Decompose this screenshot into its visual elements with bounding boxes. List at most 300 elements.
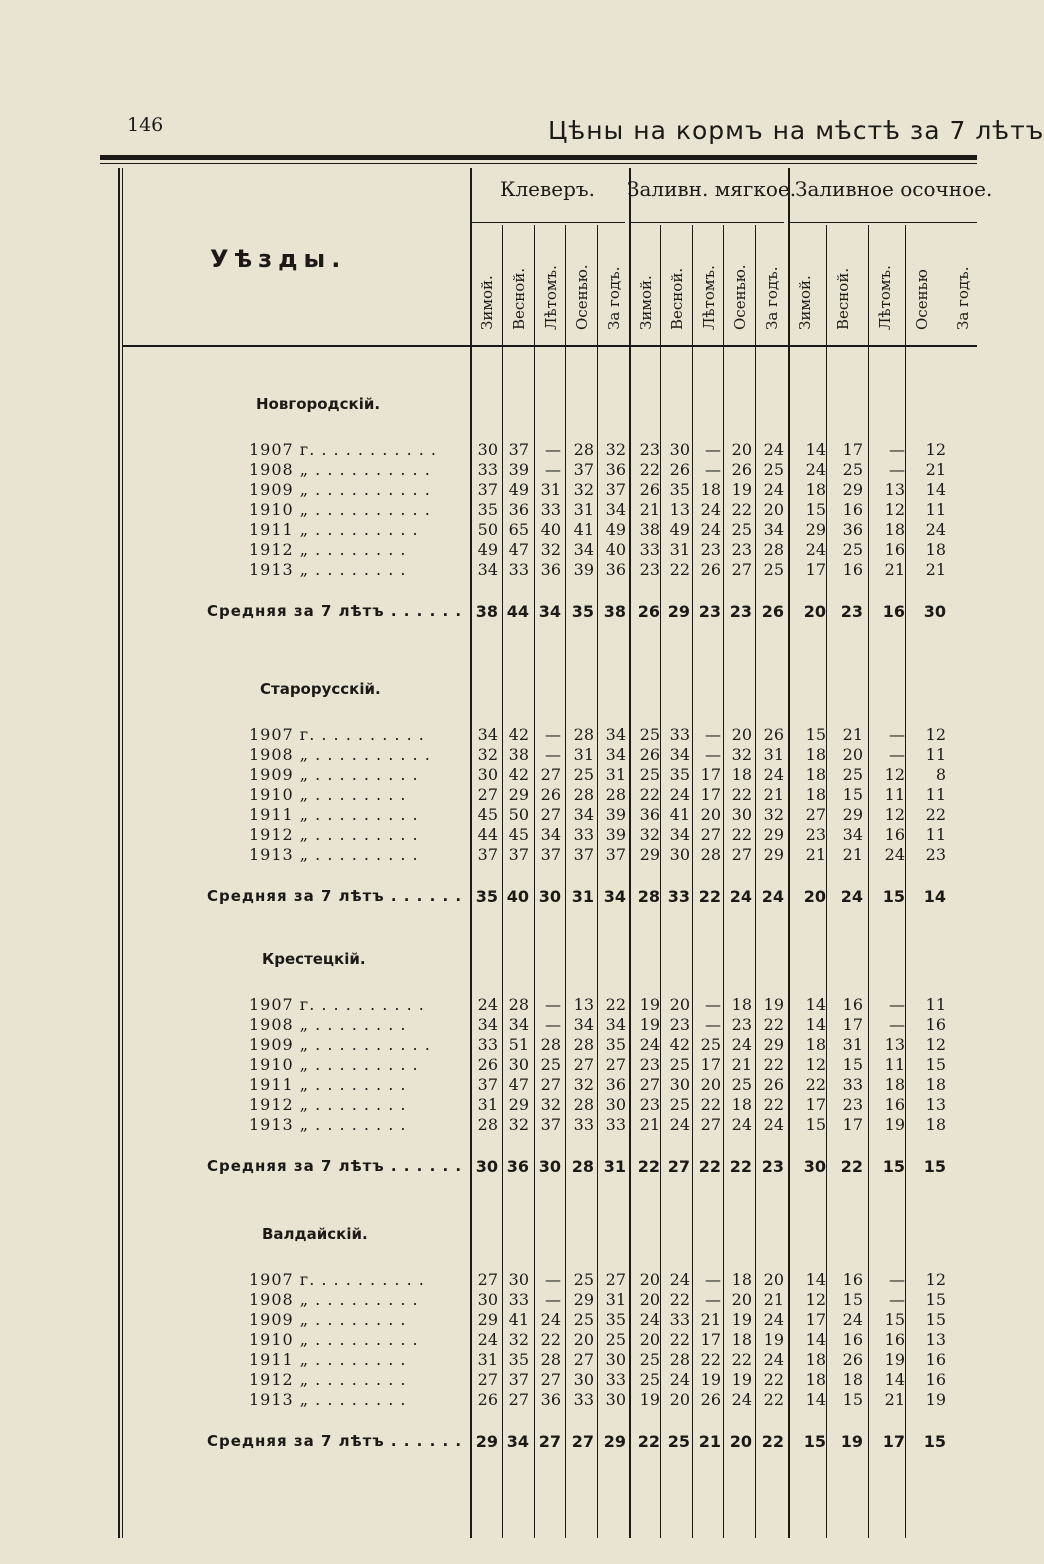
average-cell: 15	[803, 1432, 826, 1451]
table-cell: 11	[884, 1055, 905, 1074]
table-cell: —	[705, 1290, 721, 1309]
table-cell: 39	[605, 825, 626, 844]
table-cell: 33	[477, 1035, 498, 1054]
table-cell: 25	[639, 1350, 660, 1369]
table-cell: 25	[605, 1330, 626, 1349]
table-cell: 22	[763, 1095, 784, 1114]
table-cell: 12	[925, 1270, 946, 1289]
table-cell: 17	[700, 1330, 721, 1349]
top-rule	[100, 155, 977, 160]
table-cell: 12	[884, 805, 905, 824]
table-cell: 28	[540, 1035, 561, 1054]
group-title-1: Клеверъ.	[500, 177, 595, 201]
year-label: 1913 „ . . . . . . . .	[249, 560, 407, 579]
table-cell: 32	[508, 1330, 529, 1349]
table-cell: 18	[805, 480, 826, 499]
table-cell: 27	[508, 1390, 529, 1409]
table-cell: 24	[763, 765, 784, 784]
table-cell: 21	[731, 1055, 752, 1074]
year-label: 1912 „ . . . . . . . .	[249, 1095, 407, 1114]
table-cell: 27	[639, 1075, 660, 1094]
table-cell: 33	[573, 1390, 594, 1409]
table-cell: —	[889, 725, 905, 744]
table-cell: —	[889, 1015, 905, 1034]
table-cell: 24	[884, 845, 905, 864]
table-cell: 36	[508, 500, 529, 519]
table-cell: 20	[763, 1270, 784, 1289]
table-cell: 34	[763, 520, 784, 539]
table-cell: —	[889, 460, 905, 479]
table-cell: 16	[884, 825, 905, 844]
table-cell: 18	[731, 1270, 752, 1289]
table-cell: 23	[639, 1055, 660, 1074]
table-cell: 32	[477, 745, 498, 764]
average-cell: 19	[840, 1432, 863, 1451]
average-label: Средняя за 7 лѣтъ . . . . . .	[207, 1432, 463, 1450]
table-cell: 19	[731, 1370, 752, 1389]
average-label: Средняя за 7 лѣтъ . . . . . .	[207, 602, 463, 620]
average-label: Средняя за 7 лѣтъ . . . . . .	[207, 887, 463, 905]
table-cell: 12	[805, 1055, 826, 1074]
table-cell: 22	[763, 1015, 784, 1034]
table-cell: 20	[669, 995, 690, 1014]
column-rule	[905, 225, 906, 1538]
table-cell: 34	[605, 725, 626, 744]
table-cell: 17	[700, 765, 721, 784]
table-cell: 24	[477, 1330, 498, 1349]
average-cell: 29	[667, 602, 690, 621]
table-cell: 36	[605, 560, 626, 579]
average-cell: 34	[506, 1432, 529, 1451]
table-cell: 18	[805, 1350, 826, 1369]
table-cell: 42	[669, 1035, 690, 1054]
table-cell: 37	[508, 845, 529, 864]
table-cell: 18	[842, 1370, 863, 1389]
table-cell: 26	[639, 480, 660, 499]
table-cell: 19	[731, 480, 752, 499]
table-cell: 23	[639, 1095, 660, 1114]
average-cell: 28	[637, 887, 660, 906]
table-cell: 25	[842, 765, 863, 784]
table-cell: 33	[540, 500, 561, 519]
table-cell: 31	[477, 1095, 498, 1114]
table-frame-left	[118, 168, 120, 1538]
table-cell: 19	[639, 995, 660, 1014]
average-cell: 22	[840, 1157, 863, 1176]
table-cell: 33	[669, 725, 690, 744]
table-cell: 18	[925, 1115, 946, 1134]
table-cell: 12	[805, 1290, 826, 1309]
average-cell: 29	[603, 1432, 626, 1451]
average-label: Средняя за 7 лѣтъ . . . . . .	[207, 1157, 463, 1175]
year-label: 1913 „ . . . . . . . .	[249, 1115, 407, 1134]
table-cell: 37	[508, 1370, 529, 1389]
table-cell: 30	[508, 1055, 529, 1074]
table-cell: 32	[573, 480, 594, 499]
average-cell: 20	[729, 1432, 752, 1451]
table-cell: 19	[763, 1330, 784, 1349]
table-cell: 24	[731, 1390, 752, 1409]
table-cell: 17	[842, 1115, 863, 1134]
average-cell: 21	[698, 1432, 721, 1451]
average-cell: 30	[538, 1157, 561, 1176]
table-cell: 20	[639, 1270, 660, 1289]
table-cell: 25	[540, 1055, 561, 1074]
table-cell: 23	[731, 1015, 752, 1034]
table-cell: 15	[805, 1115, 826, 1134]
table-cell: 27	[573, 1055, 594, 1074]
table-cell: 17	[700, 1055, 721, 1074]
year-label: 1910 „ . . . . . . . . .	[249, 1055, 419, 1074]
table-cell: 15	[925, 1290, 946, 1309]
table-cell: 47	[508, 540, 529, 559]
table-cell: 19	[731, 1310, 752, 1329]
table-cell: 15	[925, 1055, 946, 1074]
table-cell: 24	[669, 1270, 690, 1289]
table-cell: 28	[540, 1350, 561, 1369]
table-cell: 21	[925, 460, 946, 479]
table-cell: 25	[573, 1310, 594, 1329]
average-cell: 34	[538, 602, 561, 621]
table-cell: 13	[925, 1095, 946, 1114]
average-cell: 23	[698, 602, 721, 621]
table-cell: 29	[763, 825, 784, 844]
average-cell: 23	[840, 602, 863, 621]
table-cell: 27	[731, 560, 752, 579]
table-cell: 13	[925, 1330, 946, 1349]
table-cell: 26	[700, 560, 721, 579]
year-label: 1907 г. . . . . . . . . .	[249, 995, 425, 1014]
average-cell: 34	[603, 887, 626, 906]
table-cell: 27	[573, 1350, 594, 1369]
average-cell: 27	[667, 1157, 690, 1176]
season-label: Лѣтомъ.	[542, 265, 560, 330]
table-cell: 37	[605, 845, 626, 864]
table-cell: 23	[842, 1095, 863, 1114]
table-cell: 34	[540, 825, 561, 844]
table-cell: 14	[805, 1270, 826, 1289]
season-label: За годъ.	[763, 266, 781, 330]
table-cell: 24	[763, 1310, 784, 1329]
column-rule	[788, 168, 790, 1538]
table-cell: 42	[508, 765, 529, 784]
table-cell: 50	[477, 520, 498, 539]
table-cell: 31	[605, 1290, 626, 1309]
average-cell: 22	[698, 887, 721, 906]
table-cell: 24	[805, 460, 826, 479]
table-cell: 24	[669, 1115, 690, 1134]
year-label: 1908 „ . . . . . . . . .	[249, 1290, 419, 1309]
table-cell: 22	[763, 1390, 784, 1409]
table-cell: 33	[605, 1370, 626, 1389]
year-label: 1911 „ . . . . . . . . .	[249, 520, 419, 539]
season-label: Осенью	[913, 269, 931, 330]
average-cell: 24	[729, 887, 752, 906]
group-title-rule	[472, 222, 625, 223]
year-label: 1912 „ . . . . . . . . .	[249, 825, 419, 844]
table-cell: 27	[477, 1370, 498, 1389]
table-cell: 51	[508, 1035, 529, 1054]
table-cell: 29	[842, 805, 863, 824]
table-cell: 38	[508, 745, 529, 764]
average-cell: 23	[729, 602, 752, 621]
table-cell: 41	[573, 520, 594, 539]
table-cell: 28	[669, 1350, 690, 1369]
table-cell: 42	[508, 725, 529, 744]
table-cell: 41	[508, 1310, 529, 1329]
table-cell: 28	[573, 1095, 594, 1114]
table-cell: 24	[731, 1115, 752, 1134]
table-cell: 11	[925, 995, 946, 1014]
group-title-rule	[631, 222, 784, 223]
table-cell: 34	[477, 1015, 498, 1034]
table-cell: 34	[477, 725, 498, 744]
table-cell: 20	[731, 440, 752, 459]
table-cell: 27	[605, 1055, 626, 1074]
average-cell: 22	[637, 1432, 660, 1451]
table-cell: 34	[477, 560, 498, 579]
table-cell: 24	[669, 785, 690, 804]
table-cell: 30	[477, 1290, 498, 1309]
table-cell: 40	[605, 540, 626, 559]
table-cell: 31	[842, 1035, 863, 1054]
year-label: 1910 „ . . . . . . . . .	[249, 1330, 419, 1349]
table-cell: 33	[477, 460, 498, 479]
table-cell: 34	[669, 745, 690, 764]
year-label: 1912 „ . . . . . . . .	[249, 1370, 407, 1389]
table-cell: 33	[573, 825, 594, 844]
table-cell: 13	[669, 500, 690, 519]
table-cell: —	[889, 1290, 905, 1309]
table-cell: 27	[477, 1270, 498, 1289]
table-cell: 12	[925, 1035, 946, 1054]
season-label: Весной.	[834, 267, 852, 330]
average-cell: 15	[882, 887, 905, 906]
table-cell: 25	[639, 725, 660, 744]
table-cell: 30	[477, 440, 498, 459]
section-title: Старорусскій.	[260, 680, 381, 698]
table-cell: 20	[639, 1330, 660, 1349]
table-cell: 29	[805, 520, 826, 539]
table-cell: 21	[842, 725, 863, 744]
table-cell: 24	[540, 1310, 561, 1329]
table-cell: 35	[669, 765, 690, 784]
table-cell: 20	[573, 1330, 594, 1349]
table-cell: 15	[925, 1310, 946, 1329]
table-cell: —	[705, 460, 721, 479]
column-rule	[868, 225, 869, 1538]
table-cell: 18	[884, 520, 905, 539]
table-cell: 33	[508, 560, 529, 579]
table-cell: 25	[763, 560, 784, 579]
table-cell: 16	[925, 1370, 946, 1389]
table-cell: 20	[669, 1390, 690, 1409]
table-cell: 18	[731, 1330, 752, 1349]
table-cell: 25	[731, 520, 752, 539]
table-cell: 27	[540, 765, 561, 784]
table-cell: 22	[731, 825, 752, 844]
table-cell: 21	[763, 1290, 784, 1309]
table-cell: 14	[805, 1390, 826, 1409]
average-cell: 27	[538, 1432, 561, 1451]
table-cell: 27	[805, 805, 826, 824]
table-cell: 23	[805, 825, 826, 844]
table-cell: 65	[508, 520, 529, 539]
table-cell: 37	[573, 460, 594, 479]
year-label: 1908 „ . . . . . . . .	[249, 1015, 407, 1034]
table-cell: 26	[700, 1390, 721, 1409]
table-cell: 22	[669, 560, 690, 579]
table-cell: 28	[573, 725, 594, 744]
table-cell: 24	[639, 1310, 660, 1329]
table-cell: 23	[639, 560, 660, 579]
average-cell: 36	[506, 1157, 529, 1176]
table-cell: 32	[731, 745, 752, 764]
table-cell: 37	[540, 845, 561, 864]
table-cell: 14	[805, 1015, 826, 1034]
table-cell: 20	[731, 1290, 752, 1309]
table-cell: 32	[540, 1095, 561, 1114]
table-cell: 27	[540, 1075, 561, 1094]
table-cell: 29	[639, 845, 660, 864]
table-cell: 20	[763, 500, 784, 519]
table-cell: 27	[700, 1115, 721, 1134]
table-cell: 20	[700, 805, 721, 824]
table-cell: 18	[925, 1075, 946, 1094]
table-cell: 19	[884, 1350, 905, 1369]
table-cell: —	[705, 725, 721, 744]
table-cell: 16	[884, 1095, 905, 1114]
average-cell: 24	[840, 887, 863, 906]
table-cell: 26	[477, 1055, 498, 1074]
table-cell: 31	[763, 745, 784, 764]
year-label: 1909 „ . . . . . . . . . .	[249, 1035, 431, 1054]
table-cell: 25	[573, 765, 594, 784]
average-cell: 22	[761, 1432, 784, 1451]
table-cell: —	[545, 995, 561, 1014]
table-cell: 16	[884, 540, 905, 559]
table-cell: 39	[573, 560, 594, 579]
table-cell: —	[545, 745, 561, 764]
running-title: Цѣны на кормъ на мѣстѣ за 7 лѣтъ	[548, 116, 1044, 145]
average-cell: 26	[761, 602, 784, 621]
table-cell: 28	[573, 785, 594, 804]
table-cell: 24	[763, 480, 784, 499]
table-cell: 21	[925, 560, 946, 579]
average-cell: 30	[923, 602, 946, 621]
header-bottom-rule	[122, 345, 977, 347]
year-label: 1908 „ . . . . . . . . . .	[249, 745, 431, 764]
table-cell: —	[889, 995, 905, 1014]
table-cell: 44	[477, 825, 498, 844]
average-cell: 15	[882, 1157, 905, 1176]
table-cell: 25	[700, 1035, 721, 1054]
table-cell: 14	[884, 1370, 905, 1389]
average-cell: 17	[882, 1432, 905, 1451]
table-cell: 16	[842, 1270, 863, 1289]
season-label: Зимой.	[796, 275, 814, 330]
table-cell: 34	[508, 1015, 529, 1034]
table-cell: 24	[805, 540, 826, 559]
table-cell: 31	[669, 540, 690, 559]
table-cell: 16	[884, 1330, 905, 1349]
table-cell: 16	[842, 995, 863, 1014]
average-cell: 30	[475, 1157, 498, 1176]
table-cell: 22	[731, 500, 752, 519]
table-cell: —	[545, 1290, 561, 1309]
average-cell: 16	[882, 602, 905, 621]
table-cell: 19	[925, 1390, 946, 1409]
table-cell: 17	[842, 1015, 863, 1034]
table-cell: 18	[805, 765, 826, 784]
table-cell: 35	[477, 500, 498, 519]
table-cell: 16	[842, 500, 863, 519]
table-cell: 22	[669, 1290, 690, 1309]
table-cell: 15	[842, 1290, 863, 1309]
table-cell: 26	[540, 785, 561, 804]
year-label: 1910 „ . . . . . . . .	[249, 785, 407, 804]
table-cell: 29	[508, 1095, 529, 1114]
section-title: Новгородскій.	[256, 395, 381, 413]
table-cell: 20	[842, 745, 863, 764]
table-cell: 31	[477, 1350, 498, 1369]
table-cell: 13	[884, 1035, 905, 1054]
average-cell: 29	[475, 1432, 498, 1451]
table-cell: 22	[805, 1075, 826, 1094]
section-title: Крестецкій.	[262, 950, 366, 968]
year-label: 1909 „ . . . . . . . . . .	[249, 480, 431, 499]
table-cell: 32	[763, 805, 784, 824]
average-cell: 27	[571, 1432, 594, 1451]
section-title: Валдайскій.	[262, 1225, 368, 1243]
table-cell: 20	[700, 1075, 721, 1094]
district-column-header: Уѣзды.	[210, 245, 347, 273]
year-label: 1913 „ . . . . . . . .	[249, 1390, 407, 1409]
table-cell: 28	[573, 1035, 594, 1054]
year-label: 1910 „ . . . . . . . . . .	[249, 500, 431, 519]
average-cell: 15	[923, 1432, 946, 1451]
table-cell: —	[889, 440, 905, 459]
table-cell: 24	[669, 1370, 690, 1389]
table-cell: 30	[669, 845, 690, 864]
table-cell: 24	[763, 1115, 784, 1134]
season-label: Зимой.	[478, 275, 496, 330]
table-cell: 32	[573, 1075, 594, 1094]
table-cell: 39	[508, 460, 529, 479]
season-label: Лѣтомъ.	[876, 265, 894, 330]
year-label: 1912 „ . . . . . . . .	[249, 540, 407, 559]
average-cell: 35	[475, 887, 498, 906]
table-cell: 25	[763, 460, 784, 479]
table-cell: 24	[842, 1310, 863, 1329]
table-cell: 25	[669, 1095, 690, 1114]
table-cell: 19	[763, 995, 784, 1014]
table-cell: 18	[805, 1035, 826, 1054]
table-cell: 24	[925, 520, 946, 539]
average-cell: 14	[923, 887, 946, 906]
table-cell: 14	[805, 440, 826, 459]
average-cell: 30	[538, 887, 561, 906]
column-rule	[826, 225, 827, 1538]
table-cell: 35	[508, 1350, 529, 1369]
year-label: 1909 „ . . . . . . . . .	[249, 765, 419, 784]
table-cell: 49	[605, 520, 626, 539]
table-cell: 26	[763, 725, 784, 744]
table-cell: 27	[477, 785, 498, 804]
table-cell: 21	[805, 845, 826, 864]
table-cell: 21	[884, 1390, 905, 1409]
table-cell: 36	[540, 1390, 561, 1409]
